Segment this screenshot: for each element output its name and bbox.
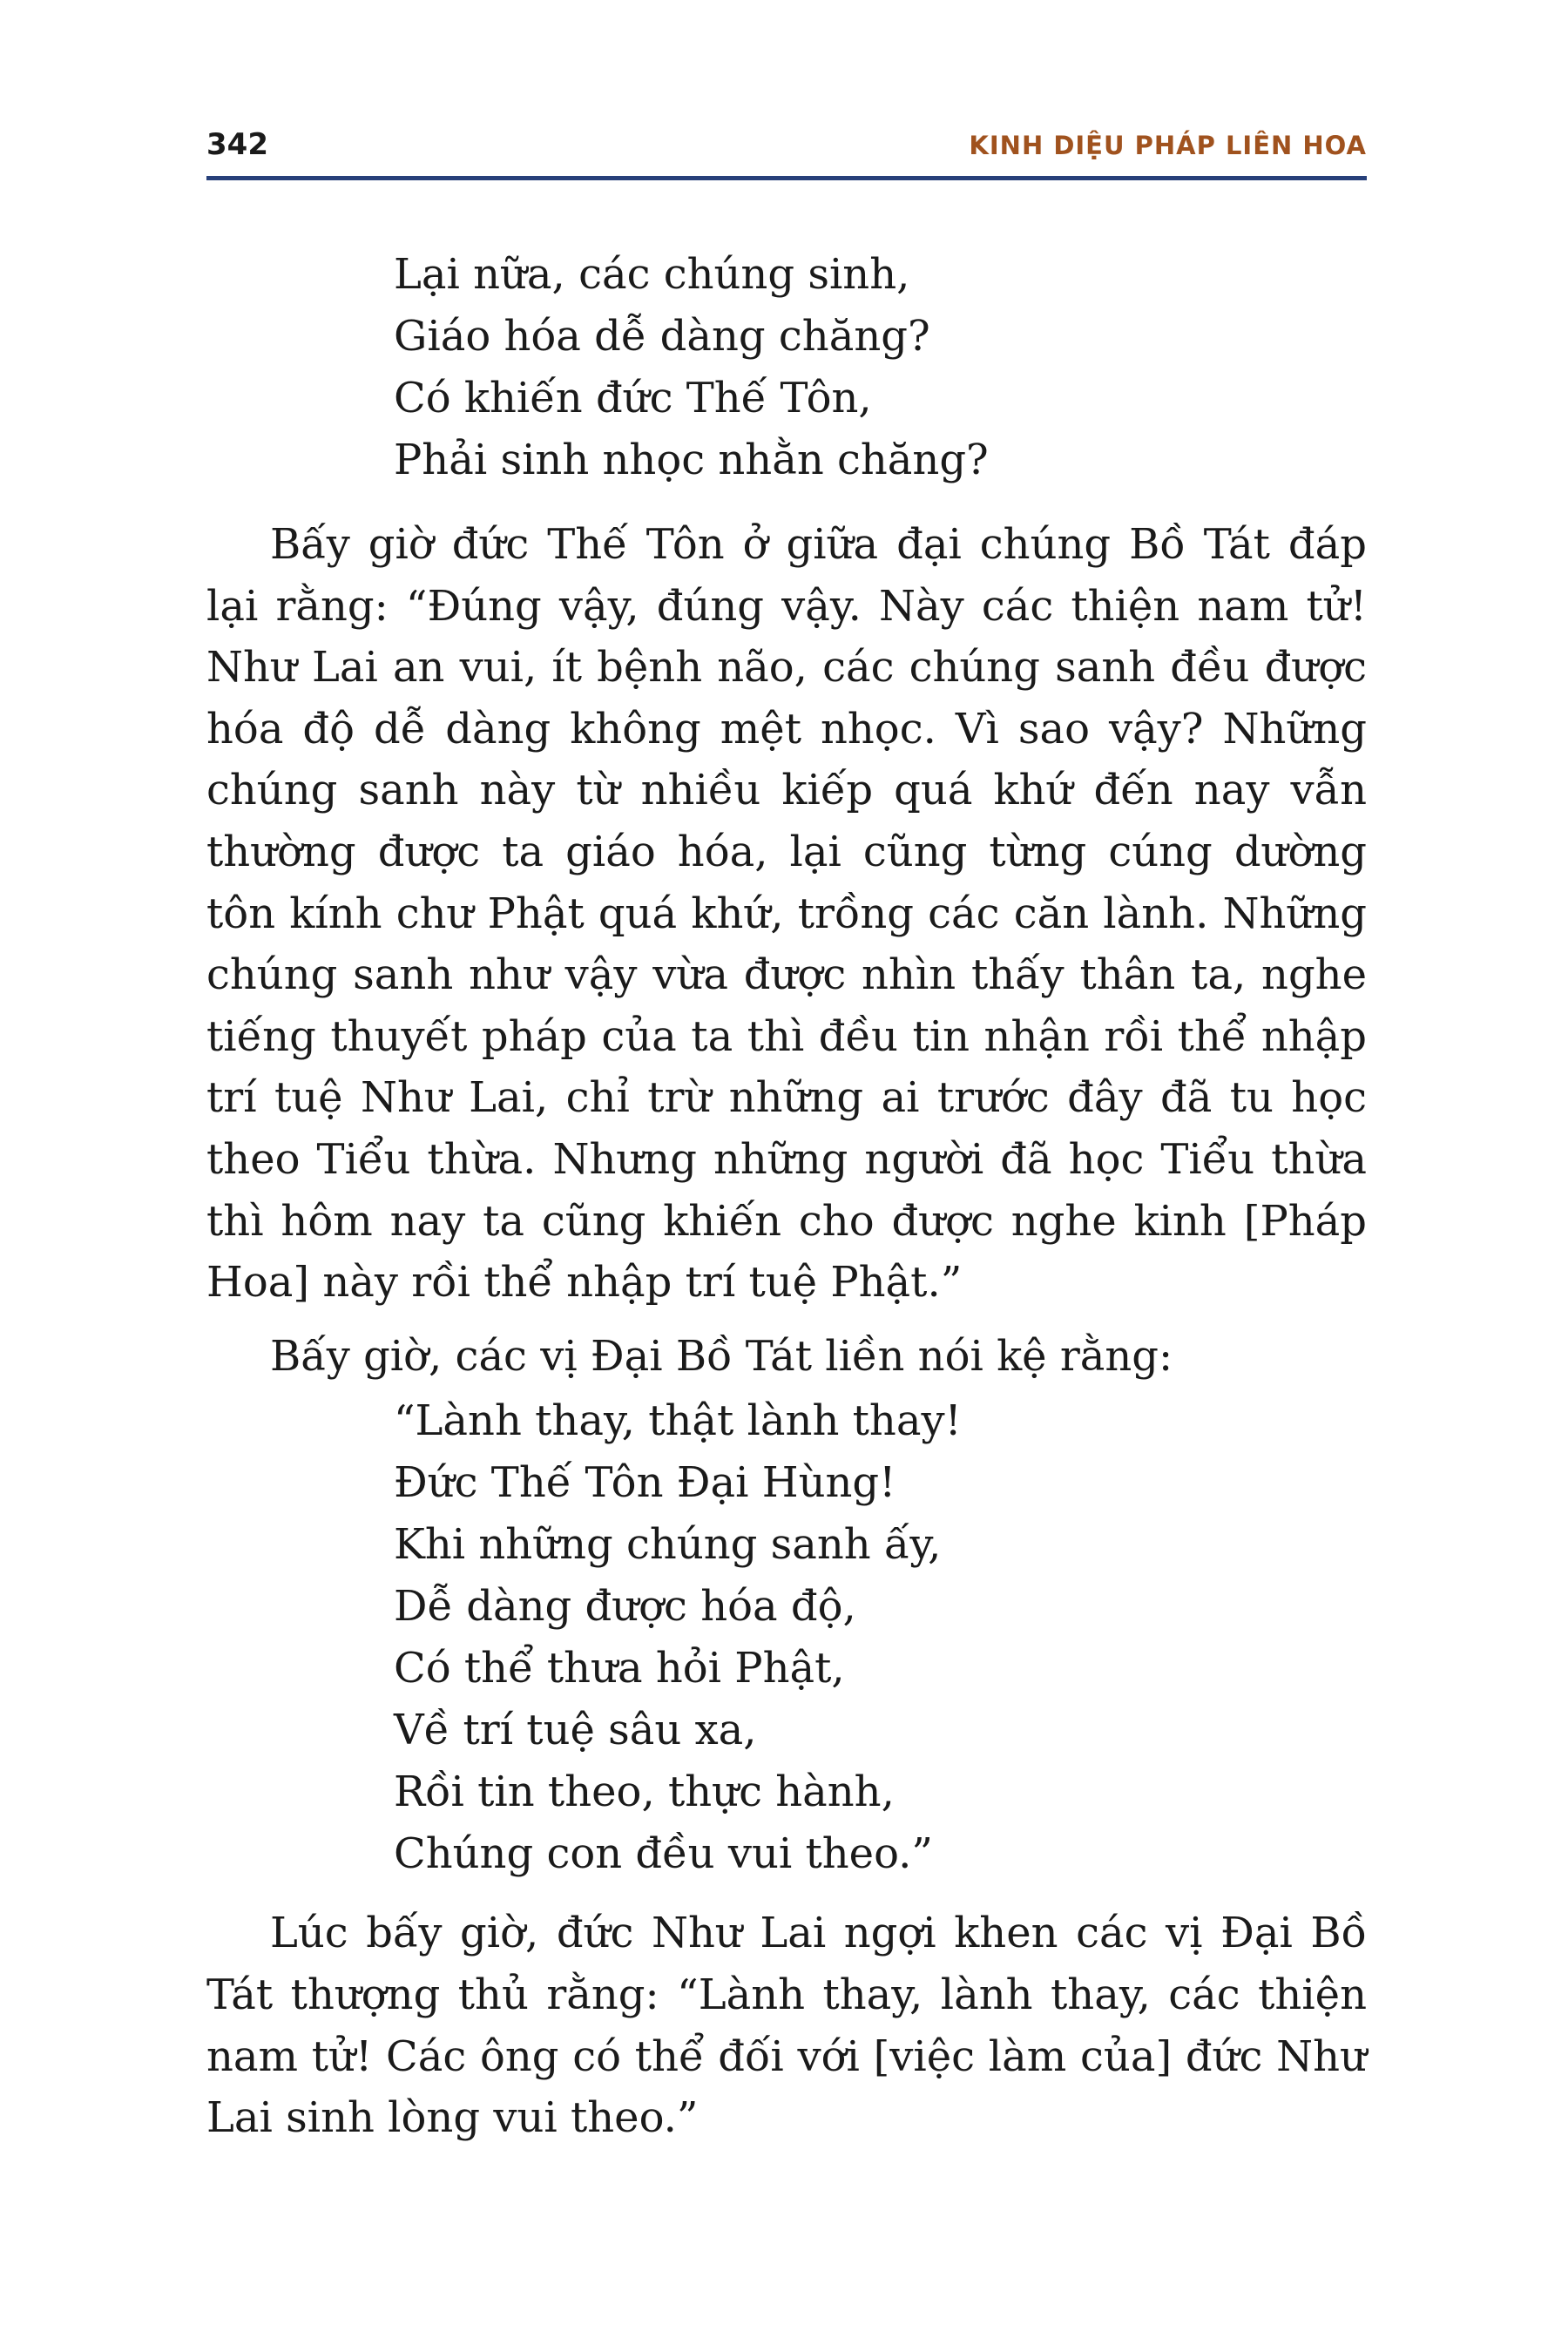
verse-line: Giáo hóa dễ dàng chăng?: [394, 312, 930, 361]
verse-line: Lại nữa, các chúng sinh,: [394, 250, 910, 299]
paragraph-3: Lúc bấy giờ, đức Như Lai ngợi khen các vị Đại Bồ Tát thượng thủ rằng: “Lành thay, lành thay, các thiện nam tử! Các ông có thể đối với [việc làm của] đức Như Lai sinh lòng vui theo.”: [206, 1909, 1367, 2143]
paragraph-2: Bấy giờ, các vị Đại Bồ Tát liền nói kệ rằng:: [270, 1331, 1173, 1381]
verse-line: Phải sinh nhọc nhằn chăng?: [394, 436, 989, 484]
verse-line: Đức Thế Tôn Đại Hùng!: [394, 1458, 896, 1508]
verse-line: Rồi tin theo, thực hành,: [394, 1767, 895, 1817]
paragraph-1: Bấy giờ đức Thế Tôn ở giữa đại chúng Bồ Tát đáp lại rằng: “Đúng vậy, đúng vậy. Này các thiện nam tử! Như Lai an vui, ít bệnh não, các chúng sanh đều được hóa độ dễ dàng không mệt nhọc. Vì sao vậy? Những chúng sanh này từ nhiều kiếp quá khứ đến nay vẫn thường được ta giáo hóa, lại cũng từng cúng dường tôn kính chư Phật quá khứ, trồng các căn lành. Những chúng sanh như vậy vừa được nhìn thấy thân ta, nghe tiếng thuyết pháp của ta thì đều tin nhận rồi thể nhập trí tuệ Như Lai, chỉ trừ những ai trước đây đã tu học theo Tiểu thừa. Nhưng những người đã học Tiểu thừa thì hôm nay ta cũng khiến cho được nghe kinh [Pháp Hoa] này rồi thể nhập trí tuệ Phật.”: [206, 520, 1367, 1308]
page-number: 342: [206, 127, 268, 162]
running-title: KINH DIỆU PHÁP LIÊN HOA: [969, 131, 1367, 160]
header-rule: [206, 176, 1367, 180]
verse-line: Chúng con đều vui theo.”: [394, 1829, 933, 1879]
verse-block-2: [206, 1390, 1367, 1885]
verse-line: Khi những chúng sanh ấy,: [394, 1520, 942, 1570]
verse-line: “Lành thay, thật lành thay!: [394, 1396, 962, 1446]
page-body: [206, 244, 1367, 2149]
verse-line: Về trí tuệ sâu xa,: [394, 1706, 757, 1755]
verse-line: Dễ dàng được hóa độ,: [394, 1582, 856, 1632]
verse-line: Có thể thưa hỏi Phật,: [394, 1644, 845, 1693]
page-header: [206, 124, 1367, 176]
verse-line: Có khiến đức Thế Tôn,: [394, 374, 872, 422]
verse-block-1: [206, 244, 1367, 491]
